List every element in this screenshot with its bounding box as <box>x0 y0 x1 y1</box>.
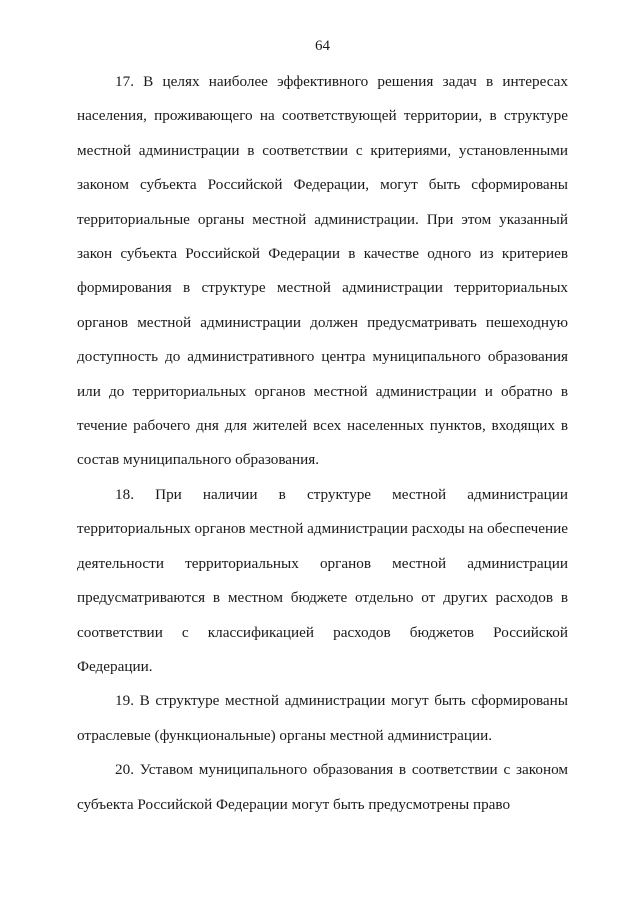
paragraph-18: 18. При наличии в структуре местной администрации территориальных органов местной администрации расходы на обеспечение деятельности территориальных органов местной администрации предусматриваются в местном бюджете отдельно от других расходов в соответствии с классификацией расходов бюджетов Российской Федерации. <box>77 485 568 675</box>
paragraph-17: 17. В целях наиболее эффективного решения задач в интересах населения, проживающего на соответствующей территории, в структуре местной администрации в соответствии с критериями, установленными законом субъекта Российской Федерации, могут быть сформированы территориальные органы местной администрации. При этом указанный закон субъекта Российской Федерации в качестве одного из критериев формирования в структуре местной администрации территориальных органов местной администрации должен предусматривать пешеходную доступность до административного центра муниципального образования или до территориальных органов местной администрации и обратно в течение рабочего дня для жителей всех населенных пунктов, входящих в состав муниципального образования. <box>77 73 568 469</box>
paragraph-20: 20. Уставом муниципального образования в соответствии с законом субъекта Российской Федерации могут быть предусмотрены право <box>77 761 568 813</box>
paragraph-19: 19. В структуре местной администрации могут быть сформированы отраслевые (функциональные) органы местной администрации. <box>77 692 568 744</box>
page-number: 64 <box>315 38 330 54</box>
